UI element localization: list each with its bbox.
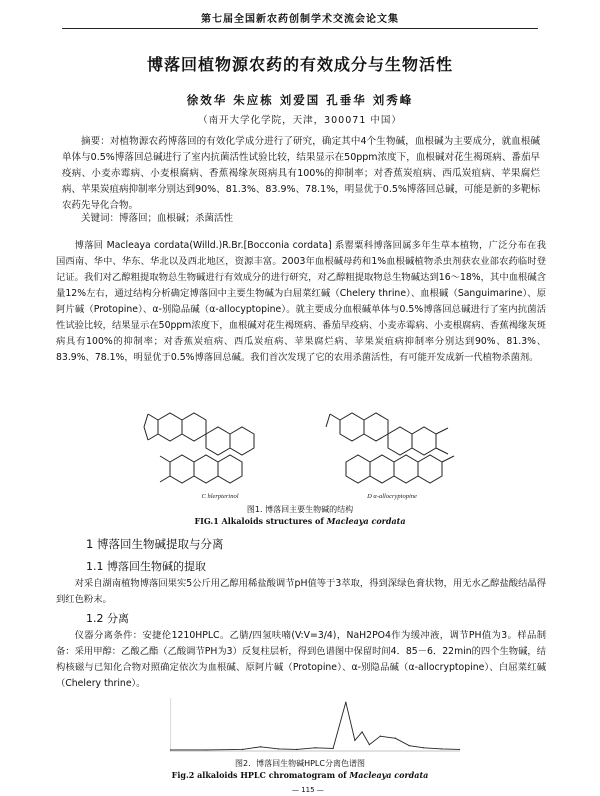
chromatogram-series-line bbox=[170, 702, 460, 750]
section-1-1-text: 对采自湖南植物博落回果实5公斤用乙醇用稀盐酸调节pH值等于3萃取，得到深绿色膏状物，用无水乙醇盐酸结晶得到红色粉末。 bbox=[56, 578, 546, 605]
chromatogram-point bbox=[354, 740, 355, 741]
structure-c bbox=[160, 455, 242, 483]
chromatogram-point bbox=[242, 749, 243, 750]
section-1-1-heading: 1.1 博落回生物碱的提取 bbox=[86, 560, 206, 573]
figure-1-caption-en bbox=[0, 516, 600, 526]
figure-2-caption-en-main: Fig.2 alkaloids HPLC chromatogram of bbox=[171, 770, 350, 780]
chromatogram-point bbox=[278, 748, 279, 749]
structure-b bbox=[326, 413, 448, 455]
chromatogram-point bbox=[362, 731, 363, 732]
author-list: 徐效华 朱应栋 刘爱国 孔垂华 刘秀峰 bbox=[186, 93, 414, 107]
chromatogram-point bbox=[380, 736, 381, 737]
struct-label-c: C hlerpterinol bbox=[201, 493, 239, 500]
chromatogram-point bbox=[395, 738, 396, 739]
chromatogram-point bbox=[296, 749, 297, 750]
chromatogram-point bbox=[206, 749, 207, 750]
hplc-chromatogram bbox=[170, 696, 460, 754]
structure-a bbox=[144, 413, 254, 455]
chromatogram-point bbox=[260, 746, 261, 747]
abstract: 摘要：对植物源农药博落回的有效化学成分进行了研究，确定其中4个生物碱，血根碱为主要成分，就血根碱单体与0.5%博落回总碱进行了室内抗菌活性试验比较，结果显示在50ppm浓度下，血根碱对花生褐斑病、番茄早疫病、小麦赤霉病、小麦根腐病、香蕉褐缘灰斑病具有100%的抑制率；对香蕉炭疽病、西瓜炭疽病、苹果腐烂病、苹果炭疽病抑制率分别达到90%、81.3%、83.9%、78.1%，明显优于0.5%博落回总碱，可能是新的多靶标农药先导化合物。 bbox=[62, 136, 540, 211]
figure-2-caption: 图2．博落回生物碱HPLC分离色谱图 bbox=[235, 759, 365, 768]
struct-label-d: D α-allocryptopine bbox=[367, 493, 417, 500]
figure-1-caption-en-species: Macleaya cordata bbox=[326, 516, 406, 526]
keywords: 关键词：博落回；血根碱；杀菌活性 bbox=[81, 213, 234, 224]
running-head: 第七届全国新农药创制学术交流会论文集 bbox=[201, 14, 399, 25]
section-1-heading: 1 博落回生物碱提取与分离 bbox=[86, 537, 224, 551]
chromatogram-point bbox=[333, 748, 334, 749]
figure-1-caption: 图1. 博落回主要生物碱的结构 bbox=[246, 505, 354, 514]
chromatogram-point bbox=[369, 744, 370, 745]
chromatogram-point bbox=[409, 745, 410, 746]
section-1-2-text: 仪器分离条件：安捷伦1210HPLC。乙腈/四氢呋喃(V:V=3/4)，NaH2PO4作为缓冲液，调节PH值为3。样品制备：采用甲醇：乙酸乙酯（乙酸调节PH为3）反复柱层析，得到色谱图中保留时间4．85－6．22min的四个生物碱，结构核磁与已知化合物对照确定依次为血根碱、原阿片碱（Protopine）、α-别隐品碱（α-allocryptopine）、白屈菜红碱（Chelery thrine）。 bbox=[56, 630, 546, 689]
chromatogram-point bbox=[314, 747, 315, 748]
paper-title: 博落回植物源农药的有效成分与生物活性 bbox=[146, 55, 453, 74]
affiliation: （南开大学化学院，天津，300071 中国） bbox=[198, 115, 402, 126]
chromatogram-point bbox=[423, 747, 424, 748]
chromatogram-point bbox=[345, 702, 346, 703]
page-number: — 115 — bbox=[292, 786, 324, 794]
chromatogram-point bbox=[441, 748, 442, 749]
structure-d bbox=[346, 455, 454, 483]
alkaloid-structures-figure bbox=[140, 398, 480, 503]
section-1-2-heading: 1.2 分离 bbox=[86, 612, 129, 625]
figure-1-caption-en-main: FIG.1 Alkaloids structures of bbox=[194, 516, 327, 526]
figure-2-caption-en-species: Macleaya cordata bbox=[349, 770, 429, 780]
intro-paragraph: 博落回 Macleaya cordata(Willd.)R.Br.[Bocconia cordata] 系罂粟科博落回属多年生草本植物，广泛分布在我国西南、华中、华东、华北以及西北地区，资源丰富。2003年血根碱母药和1%血根碱植物杀虫剂获农业部农药临时登记证。我们对乙醇粗提取物总生物碱进行有效成分的进行研究，对乙醇粗提取物总生物碱达到16～18%，其中血根碱含量12%左右，通过结构分析确定博落回中主要生物碱为白屈菜红碱（Chelery thrine）、血根碱（Sanguimarine）、原阿片碱（Protopine）、α-别隐品碱（α-allocyptopine）。就主要成分血根碱单体与0.5%博落回总碱进行了室内抗菌活性试验比较，结果显示在50ppm浓度下，血根碱对花生褐斑病、番茄早疫病、小麦赤霉病、小麦根腐病、香蕉褐缘灰斑病具有100%的抑制率；对香蕉炭疽病、西瓜炭疽病、苹果腐烂病、苹果炭疽病抑制率分别达到90%、81.3%、83.9%、78.1%，明显优于0.5%博落回总碱。我们首次发现了它的农用杀菌活性，有可能开发成新一代植物杀菌剂。 bbox=[56, 240, 546, 363]
figure-2-caption-en bbox=[0, 770, 600, 780]
header-rule bbox=[62, 28, 538, 29]
